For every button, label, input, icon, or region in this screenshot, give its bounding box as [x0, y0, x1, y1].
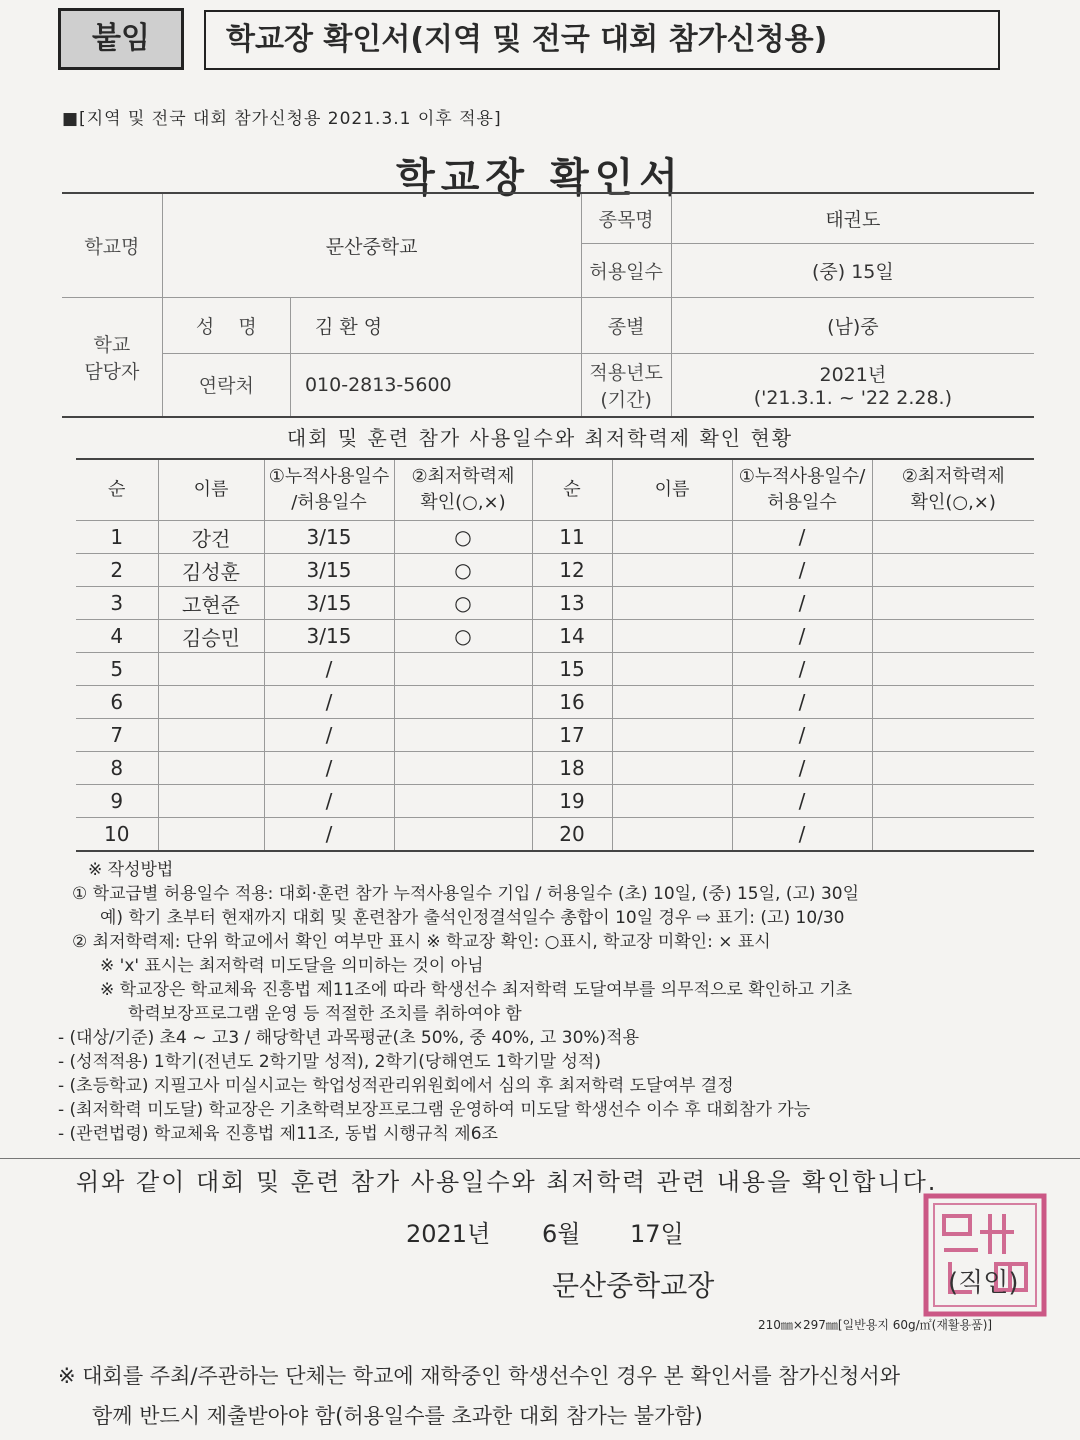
- used-days: /: [264, 752, 394, 785]
- student-name: [158, 818, 264, 852]
- row-number: 2: [76, 554, 158, 587]
- min-academic-check-right: [872, 554, 1034, 587]
- row-number-right: 18: [532, 752, 612, 785]
- row-number: 3: [76, 587, 158, 620]
- student-name-right: [612, 818, 732, 852]
- used-days-right: /: [732, 818, 872, 852]
- header-min-right-line2: 확인(○,×): [910, 492, 996, 513]
- applicability-note: ■[지역 및 전국 대회 참가신청용 2021.3.1 이후 적용]: [62, 109, 502, 129]
- writing-instructions: [58, 858, 1052, 1146]
- category-value: (남)중: [671, 297, 1034, 353]
- allowed-days-value: (중) 15일: [671, 243, 1034, 297]
- contact-value: 010-2813-5600: [290, 353, 581, 417]
- note-item: ② 최저학력제: 단위 학교에서 확인 여부만 표시 ※ 학교장 확인: ○표시, 학교장 미확인: × 표시: [72, 932, 771, 952]
- table-row: [76, 785, 1034, 818]
- header-days-line1: ①누적사용일수: [268, 466, 390, 487]
- note-heading: ※ 작성방법: [88, 860, 174, 880]
- used-days: /: [264, 686, 394, 719]
- note-item: ※ 'x' 표시는 최저학력 미도달을 의미하는 것이 아님: [100, 956, 484, 976]
- note-item: ① 학교급별 허용일수 적용: 대회·훈련 참가 누적사용일수 기입 / 허용일수 (초) 10일, (중) 15일, (고) 30일: [72, 884, 860, 904]
- paper-spec-note: 210㎜×297㎜[일반용지 60g/㎡(재활용품)]: [758, 1318, 993, 1332]
- header-min-line1: ②최저학력제: [411, 466, 515, 487]
- school-manager-label: [62, 297, 162, 417]
- header-days-line2: /허용일수: [291, 492, 367, 513]
- page-title: 학교장 확인서: [396, 155, 684, 201]
- used-days-right: /: [732, 521, 872, 554]
- applicable-year-value: [671, 353, 1034, 417]
- date-year: 2021년: [406, 1220, 491, 1248]
- used-days-right: /: [732, 719, 872, 752]
- min-academic-check: [394, 653, 532, 686]
- row-number: 1: [76, 521, 158, 554]
- note-item: - (성적적용) 1학기(전년도 2학기말 성적), 2학기(당해연도 1학기말 성적): [58, 1052, 601, 1072]
- student-name-right: [612, 587, 732, 620]
- school-name-value: 문산중학교: [162, 193, 581, 297]
- student-name: [158, 785, 264, 818]
- row-number-right: 13: [532, 587, 612, 620]
- row-number-right: 19: [532, 785, 612, 818]
- student-name-right: [612, 521, 732, 554]
- min-academic-check-right: [872, 719, 1034, 752]
- used-days-right: /: [732, 686, 872, 719]
- min-academic-check-right: [872, 785, 1034, 818]
- table-row: [76, 587, 1034, 620]
- table-header-row: [76, 459, 1034, 521]
- note-item: 학력보장프로그램 운영 등 적절한 조치를 취하여야 함: [128, 1004, 522, 1024]
- allowed-days-label: 허용일수: [581, 243, 671, 297]
- manager-name-value: 김 환 영: [290, 297, 581, 353]
- used-days: /: [264, 818, 394, 852]
- header-min-right-line1: ②최저학력제: [901, 466, 1005, 487]
- min-academic-check: [394, 785, 532, 818]
- sport-label: 종목명: [581, 193, 671, 243]
- row-number: 8: [76, 752, 158, 785]
- row-number-right: 17: [532, 719, 612, 752]
- min-academic-check-right: [872, 521, 1034, 554]
- used-days: 3/15: [264, 620, 394, 653]
- student-name: [158, 653, 264, 686]
- date-month: 6월: [542, 1220, 581, 1248]
- header-days-right-line1: ①누적사용일수/: [738, 466, 866, 487]
- table-row: [76, 719, 1034, 752]
- used-days-right: /: [732, 587, 872, 620]
- used-days: 3/15: [264, 554, 394, 587]
- used-days-right: /: [732, 785, 872, 818]
- min-academic-check: ○: [394, 554, 532, 587]
- student-name-right: [612, 686, 732, 719]
- confirmation-statement: 위와 같이 대회 및 훈련 참가 사용일수와 최저학력 관련 내용을 확인합니다.: [76, 1168, 938, 1196]
- student-name-right: [612, 719, 732, 752]
- seal-label: (직인): [948, 1268, 1019, 1298]
- student-name-right: [612, 785, 732, 818]
- min-academic-check-right: [872, 587, 1034, 620]
- school-info-table: [62, 192, 1034, 418]
- row-number-right: 15: [532, 653, 612, 686]
- student-name: [158, 752, 264, 785]
- header-min-line2: 확인(○,×): [420, 492, 506, 513]
- student-name-right: [612, 620, 732, 653]
- table-row: [76, 686, 1034, 719]
- min-academic-check-right: [872, 686, 1034, 719]
- row-number: 10: [76, 818, 158, 852]
- header-min-academic: [394, 459, 532, 521]
- contact-label: 연락처: [162, 353, 290, 417]
- min-academic-check-right: [872, 620, 1034, 653]
- used-days-right: /: [732, 653, 872, 686]
- student-name: 강건: [158, 521, 264, 554]
- applicable-year-value-line2: ('21.3.1. ~ '22 2.28.): [753, 387, 953, 410]
- student-status-table: [76, 458, 1034, 852]
- header-days-right-line2: 허용일수: [767, 492, 837, 513]
- row-number-right: 16: [532, 686, 612, 719]
- date-day: 17일: [630, 1220, 684, 1248]
- table-row: [76, 620, 1034, 653]
- header-min-right: [872, 459, 1034, 521]
- student-name-right: [612, 554, 732, 587]
- principal-title: 문산중학교장: [552, 1269, 715, 1302]
- row-number: 9: [76, 785, 158, 818]
- note-item: - (최저학력 미도달) 학교장은 기초학력보장프로그램 운영하여 미도달 학생선수 이수 후 대회참가 가능: [58, 1100, 811, 1120]
- header-name: 이름: [158, 459, 264, 521]
- min-academic-check: [394, 686, 532, 719]
- used-days-right: /: [732, 620, 872, 653]
- submission-notice: [58, 1356, 1058, 1436]
- note-item: - (대상/기준) 초4 ~ 고3 / 해당학년 과목평균(초 50%, 중 40%, 고 30%)적용: [58, 1028, 640, 1048]
- min-academic-check: [394, 752, 532, 785]
- min-academic-check: [394, 818, 532, 852]
- table-row: [76, 521, 1034, 554]
- row-number: 7: [76, 719, 158, 752]
- min-academic-check: ○: [394, 521, 532, 554]
- min-academic-check-right: [872, 653, 1034, 686]
- document-header-title: 학교장 확인서(지역 및 전국 대회 참가신청용): [204, 10, 1000, 70]
- official-seal-stamp: [920, 1192, 1050, 1320]
- header-days-right: [732, 459, 872, 521]
- student-name: [158, 686, 264, 719]
- table-row: [76, 752, 1034, 785]
- table-row: [76, 818, 1034, 852]
- school-manager-label-line2: 담당자: [84, 360, 140, 383]
- header-no-right: 순: [532, 459, 612, 521]
- row-number: 4: [76, 620, 158, 653]
- min-academic-check-right: [872, 818, 1034, 852]
- row-number-right: 11: [532, 521, 612, 554]
- submission-notice-line2: 함께 반드시 제출받아야 함(허용일수를 초과한 대회 참가는 불가함): [92, 1404, 703, 1428]
- min-academic-check-right: [872, 752, 1034, 785]
- row-number: 6: [76, 686, 158, 719]
- table-row: [76, 554, 1034, 587]
- applicable-year-label-line2: (기간): [600, 388, 652, 411]
- sport-value: 태권도: [671, 193, 1034, 243]
- row-number-right: 14: [532, 620, 612, 653]
- student-name-right: [612, 752, 732, 785]
- divider: [0, 1158, 1080, 1159]
- school-manager-label-line1: 학교: [93, 333, 131, 356]
- table-row: [76, 653, 1034, 686]
- student-name: [158, 719, 264, 752]
- row-number-right: 20: [532, 818, 612, 852]
- header-no: 순: [76, 459, 158, 521]
- applicable-year-value-line1: 2021년: [819, 364, 887, 387]
- row-number: 5: [76, 653, 158, 686]
- submission-notice-line1: ※ 대회를 주최/주관하는 단체는 학교에 재학중인 학생선수인 경우 본 확인서를 참가신청서와: [58, 1364, 901, 1388]
- attachment-badge: 붙임: [58, 8, 184, 70]
- note-item: 예) 학기 초부터 현재까지 대회 및 훈련참가 출석인정결석일수 총합이 10일 경우 ⇨ 표기: (고) 10/30: [100, 908, 845, 928]
- note-item: - (초등학교) 지필고사 미실시교는 학업성적관리위원회에서 심의 후 최저학력 도달여부 결정: [58, 1076, 734, 1096]
- category-label: 종별: [581, 297, 671, 353]
- applicable-year-label-line1: 적용년도: [589, 361, 663, 384]
- used-days: /: [264, 653, 394, 686]
- header-name-right: 이름: [612, 459, 732, 521]
- student-name: 김성훈: [158, 554, 264, 587]
- student-name: 고현준: [158, 587, 264, 620]
- min-academic-check: ○: [394, 620, 532, 653]
- used-days: /: [264, 719, 394, 752]
- min-academic-check: [394, 719, 532, 752]
- used-days: /: [264, 785, 394, 818]
- used-days: 3/15: [264, 587, 394, 620]
- note-item: - (관련법령) 학교체육 진흥법 제11조, 동법 시행규칙 제6조: [58, 1124, 498, 1144]
- used-days-right: /: [732, 554, 872, 587]
- student-name: 김승민: [158, 620, 264, 653]
- school-name-label: 학교명: [62, 193, 162, 297]
- applicable-year-label: [581, 353, 671, 417]
- min-academic-check: ○: [394, 587, 532, 620]
- section-title: 대회 및 훈련 참가 사용일수와 최저학력제 확인 현황: [286, 426, 794, 450]
- note-item: ※ 학교장은 학교체육 진흥법 제11조에 따라 학생선수 최저학력 도달여부를 의무적으로 확인하고 기초: [100, 980, 853, 1000]
- row-number-right: 12: [532, 554, 612, 587]
- header-days: [264, 459, 394, 521]
- student-name-right: [612, 653, 732, 686]
- manager-name-label: 성 명: [162, 297, 290, 353]
- used-days-right: /: [732, 752, 872, 785]
- used-days: 3/15: [264, 521, 394, 554]
